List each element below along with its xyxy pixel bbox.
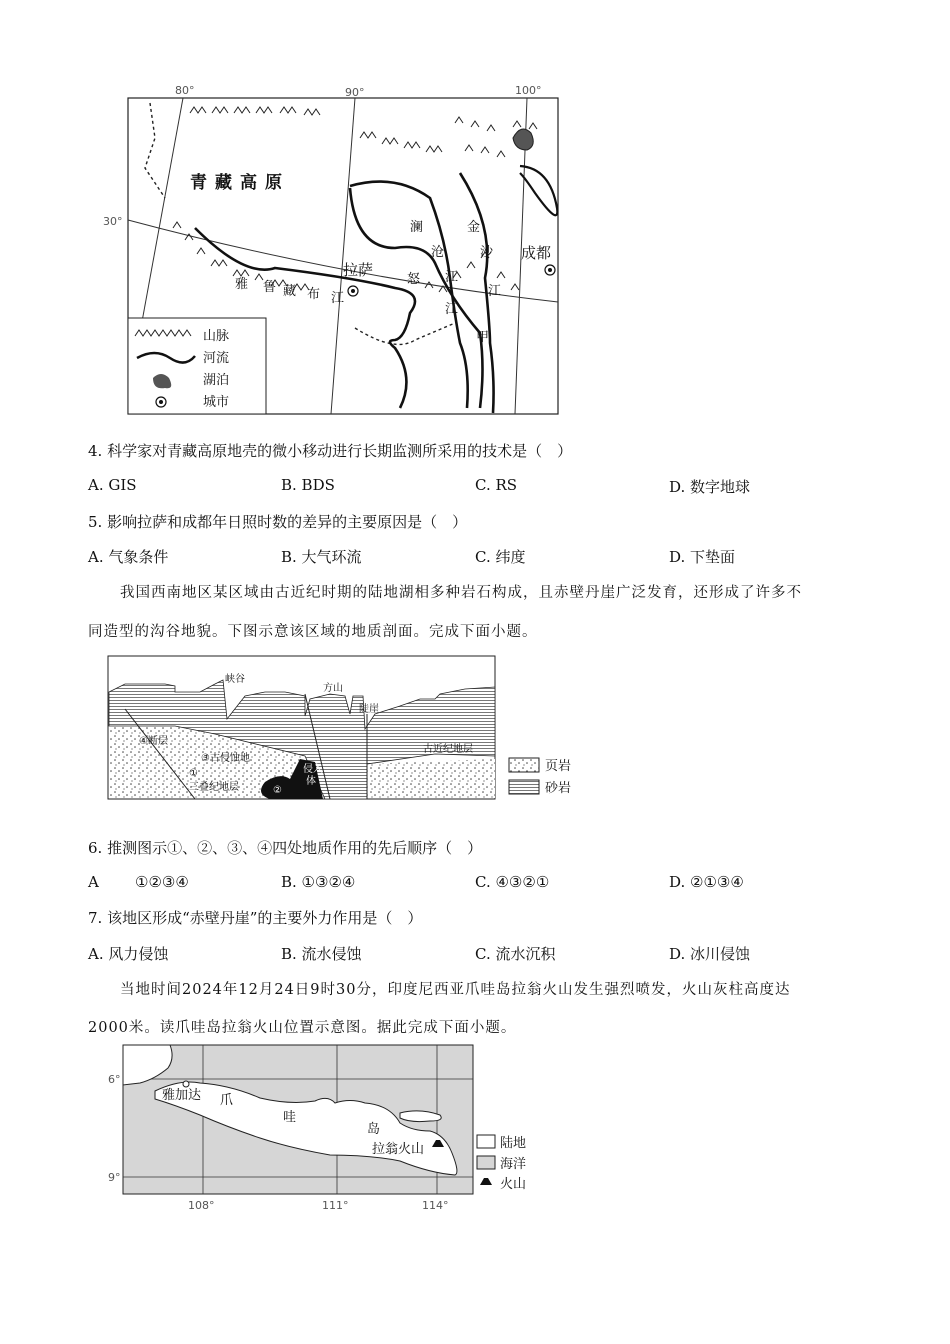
question-7: 7. 该地区形成“赤壁丹崖”的主要外力作用是（ ） [88, 909, 423, 927]
lon-label: 111° [322, 1199, 349, 1212]
option-d[interactable]: D. 冰川侵蚀 [669, 945, 751, 963]
lat-label: 9° [108, 1171, 121, 1184]
option-d[interactable]: D. 数字地球 [669, 478, 751, 496]
jakarta-label: 雅加达 [162, 1088, 202, 1103]
lon-label: 114° [422, 1199, 449, 1212]
passage-line: 我国西南地区某区域由古近纪时期的陆地湖相多种岩石构成，且赤壁丹崖广泛发育，还形成了许多不 [120, 585, 802, 601]
passage-line: 同造型的沟谷地貌。下图示意该区域的地质剖面。完成下面小题。 [88, 624, 538, 640]
river-char: 布 [307, 287, 321, 302]
river-char: 怒 [407, 272, 421, 287]
legend-item: 陆地 [500, 1136, 527, 1151]
profile-label: ① [189, 768, 198, 779]
option-d[interactable]: D. ②①③④ [669, 873, 744, 891]
question-4: 4. 科学家对青藏高原地壳的微小移动进行长期监测所采用的技术是（ ） [88, 442, 573, 460]
legend-item: 河流 [203, 351, 230, 366]
lon-label: 108° [188, 1199, 215, 1212]
option-a[interactable]: A [88, 873, 99, 891]
option-a[interactable]: A. 气象条件 [88, 548, 169, 566]
marker-jia: 甲 [476, 330, 490, 345]
option-a-value[interactable]: ①②③④ [135, 873, 189, 891]
jakarta-marker [183, 1081, 189, 1087]
geologic-profile [105, 654, 585, 804]
legend-item: 海洋 [500, 1157, 527, 1172]
shale-swatch [509, 758, 539, 772]
profile-label: 侵入 [303, 764, 323, 775]
question-5: 5. 影响拉萨和成都年日照时数的差异的主要原因是（ ） [88, 513, 468, 531]
option-c[interactable]: C. 流水沉积 [475, 945, 556, 963]
tibet-map [95, 78, 575, 418]
profile-label: 峡谷 [225, 674, 245, 685]
profile-label: 古近纪地层 [423, 744, 473, 755]
java-char: 爪 [220, 1093, 234, 1108]
passage-line: 当地时间2024年12月24日9时30分，印度尼西亚爪哇岛拉翁火山发生强烈喷发，火山灰柱高度达 [120, 982, 791, 998]
option-b[interactable]: B. ①③②④ [281, 873, 356, 891]
java-map [100, 1043, 550, 1213]
option-c[interactable]: C. 纬度 [475, 548, 526, 566]
legend-item: 火山 [500, 1177, 527, 1192]
profile-label: 方山 [323, 683, 343, 694]
java-char: 哇 [283, 1110, 297, 1125]
option-b[interactable]: B. 流水侵蚀 [281, 945, 362, 963]
option-d[interactable]: D. 下垫面 [669, 548, 736, 566]
lon-80: 80° [175, 84, 195, 97]
profile-label: ② [273, 785, 282, 796]
legend-item: 湖泊 [203, 373, 230, 388]
ocean-swatch [477, 1156, 495, 1169]
river-char: 雅 [235, 277, 249, 292]
lat-label: 6° [108, 1073, 121, 1086]
river-char: 鲁 [263, 280, 277, 295]
river-char: 沙 [480, 245, 494, 260]
volcano-icon [480, 1178, 492, 1185]
option-b[interactable]: B. 大气环流 [281, 548, 362, 566]
profile-label: ③古侵蚀地 [201, 753, 250, 764]
java-char: 岛 [367, 1122, 381, 1137]
sandstone-swatch [509, 780, 539, 794]
option-a[interactable]: A. GIS [88, 476, 137, 494]
lat-30: 30° [103, 215, 123, 228]
legend-item: 城市 [203, 395, 230, 410]
question-6: 6. 推测图示①、②、③、④四处地质作用的先后顺序（ ） [88, 839, 483, 857]
river-char: 澜 [410, 220, 424, 235]
river-char: 沧 [431, 245, 445, 260]
passage-line: 2000米。读爪哇岛拉翁火山位置示意图。据此完成下面小题。 [88, 1020, 517, 1036]
land-swatch [477, 1135, 495, 1148]
river-char: 藏 [283, 284, 297, 299]
lon-90: 90° [345, 86, 365, 99]
legend-item: 页岩 [545, 759, 572, 774]
river-char: 江 [445, 302, 459, 317]
river-char: 江 [445, 270, 459, 285]
legend-item: 砂岩 [545, 781, 572, 796]
region-label: 青藏高原 [190, 173, 290, 193]
option-c[interactable]: C. RS [475, 476, 518, 494]
city-lhasa: 拉萨 [343, 261, 374, 279]
river-char: 金 [467, 220, 481, 235]
city-chengdu: 成都 [521, 244, 552, 262]
profile-label: 三叠纪地层 [189, 782, 239, 793]
option-a[interactable]: A. 风力侵蚀 [88, 945, 169, 963]
profile-label: ④断层 [139, 736, 168, 747]
legend-item: 山脉 [203, 329, 230, 344]
river-char: 江 [331, 291, 345, 306]
profile-label: 体 [306, 776, 316, 787]
volcano-label: 拉翁火山 [372, 1142, 425, 1157]
profile-label: 陡崖 [359, 704, 379, 715]
river-char: 江 [488, 284, 502, 299]
lon-100: 100° [515, 84, 542, 97]
option-c[interactable]: C. ④③②① [475, 873, 550, 891]
option-b[interactable]: B. BDS [281, 476, 335, 494]
